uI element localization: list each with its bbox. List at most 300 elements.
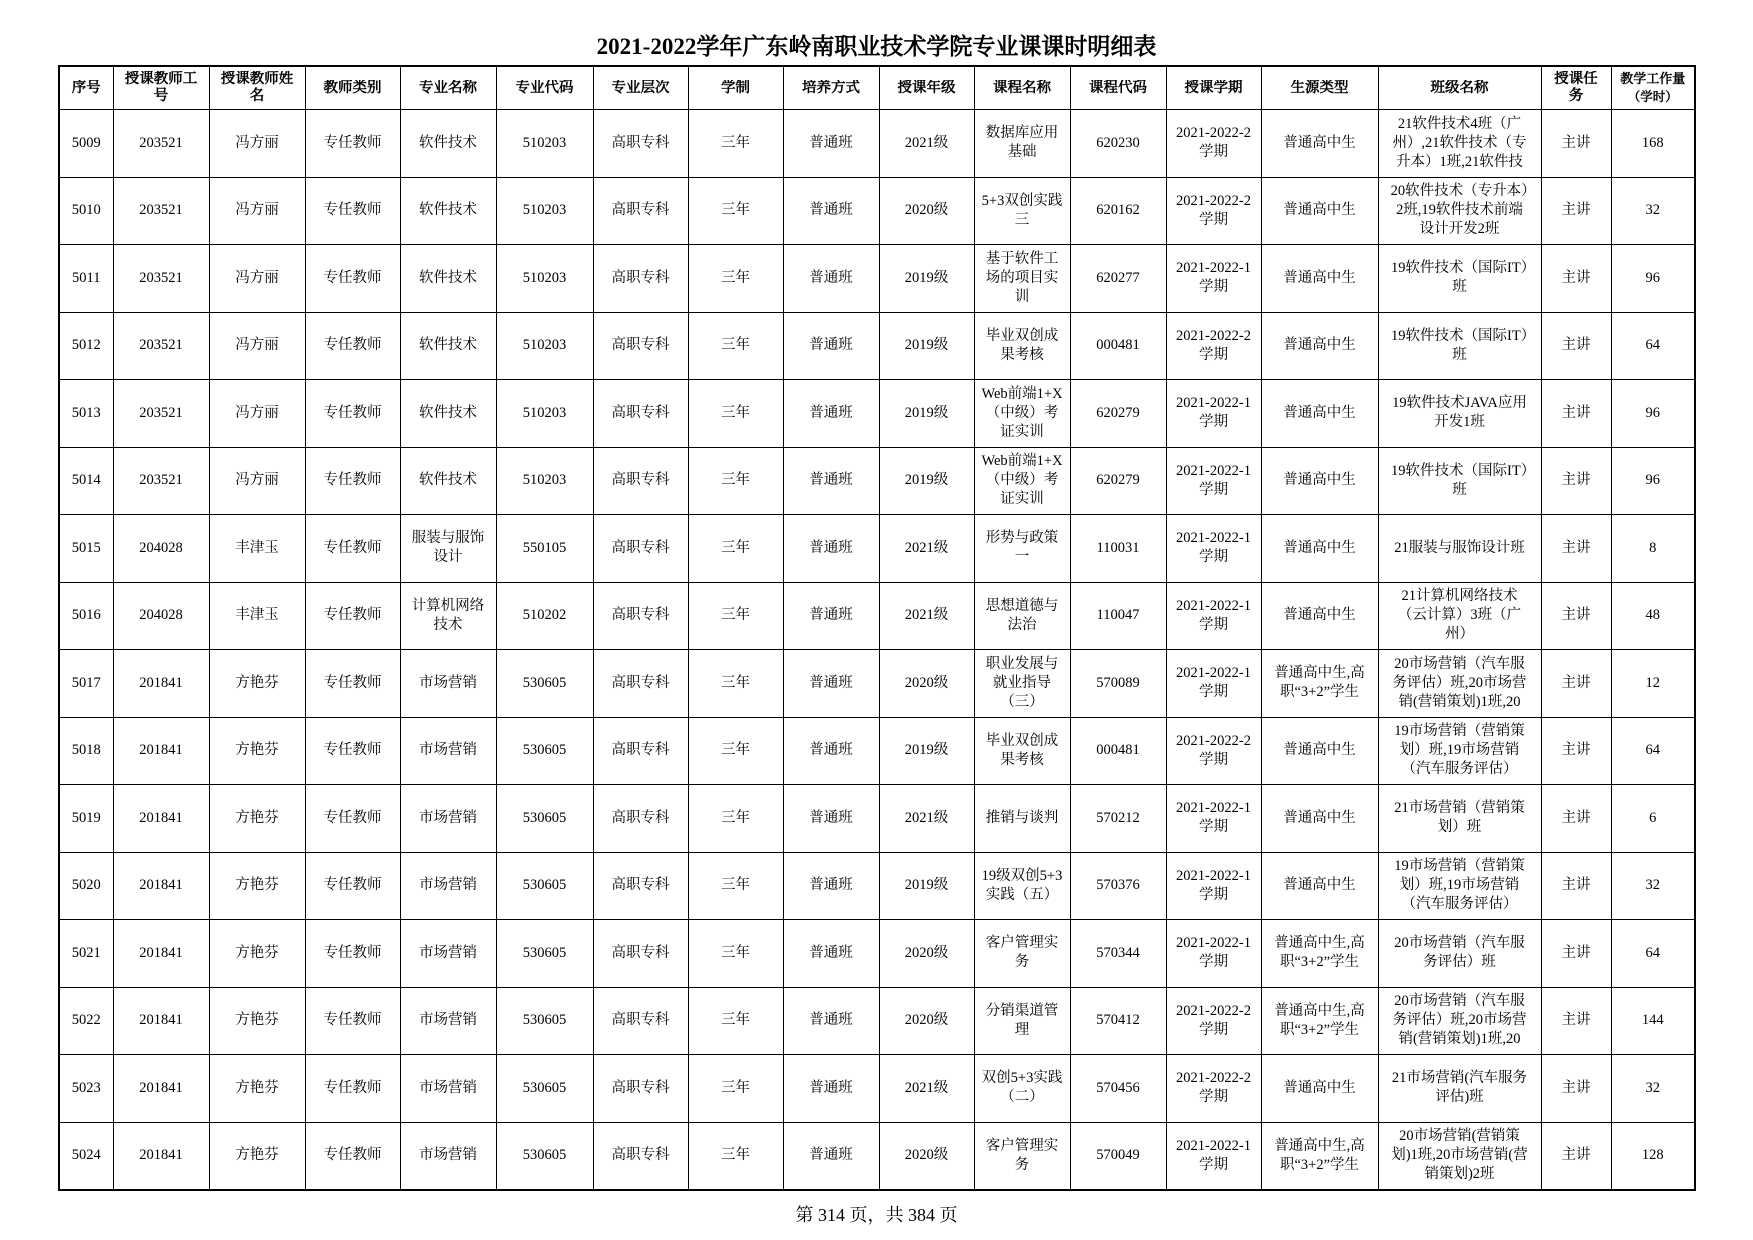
cell-major-code: [496, 312, 593, 380]
cell-major-name: [400, 380, 496, 448]
training-mode-text: 普通班: [809, 607, 853, 624]
cell-major-name: [400, 110, 496, 178]
grade-text: 2019级: [904, 337, 949, 354]
training-mode-text: 普通班: [809, 1012, 853, 1029]
cell-teacher-name: [209, 245, 305, 313]
cell-major-name: [400, 515, 496, 583]
training-mode-text: 普通班: [809, 337, 853, 354]
table-row: [59, 1055, 1695, 1123]
table-row: [59, 177, 1695, 245]
semester-text: 2021-2022-1学期: [1176, 530, 1251, 566]
cell-grade: [879, 582, 974, 650]
cell-teacher-id: [113, 312, 209, 380]
task-text: 主讲: [1561, 134, 1591, 151]
cell-duration: [688, 987, 783, 1055]
major-code-text: 510203: [522, 269, 567, 286]
course-code-text: 620279: [1096, 404, 1140, 421]
cell-major-name: [400, 245, 496, 313]
semester-text: 2021-2022-2学期: [1176, 327, 1251, 363]
grade-text: 2019级: [904, 472, 949, 489]
training-mode-text: 普通班: [809, 539, 853, 556]
task-text: 主讲: [1561, 202, 1591, 219]
cell-teacher-type: [305, 1122, 400, 1190]
cell-course-name: [974, 312, 1070, 380]
major-code-text: 530605: [522, 877, 567, 894]
task-text: 主讲: [1561, 404, 1591, 421]
header-course-name-label: 课程名称: [993, 79, 1051, 96]
semester-text: 2021-2022-2学期: [1176, 125, 1251, 161]
seq-text: 5023: [71, 1079, 101, 1096]
cell-semester: [1166, 785, 1261, 853]
cell-course-name: [974, 447, 1070, 515]
course-code-text: 110031: [1096, 539, 1140, 556]
cell-training-mode: [783, 380, 879, 448]
task-text: 主讲: [1561, 742, 1591, 759]
cell-workload: [1611, 650, 1695, 718]
table-row: [59, 717, 1695, 785]
semester-text: 2021-2022-1学期: [1176, 597, 1251, 633]
major-name-text: 市场营销: [419, 944, 477, 961]
table-header: [59, 66, 1695, 110]
cell-major-level: [593, 177, 688, 245]
cell-course-code: [1070, 177, 1166, 245]
cell-class-name: [1378, 650, 1541, 718]
cell-course-name: [974, 177, 1070, 245]
cell-major-code: [496, 447, 593, 515]
class-name-text: 19市场营销（营销策划）班,19市场营销（汽车服务评估）: [1394, 858, 1525, 913]
teacher-name-text: 冯方丽: [235, 134, 279, 151]
major-code-text: 510203: [522, 134, 567, 151]
task-text: 主讲: [1561, 269, 1591, 286]
cell-major-name: [400, 650, 496, 718]
cell-class-name: [1378, 785, 1541, 853]
course-code-text: 570412: [1096, 1012, 1140, 1029]
workload-text: 12: [1645, 674, 1660, 691]
cell-duration: [688, 447, 783, 515]
teacher-id-text: 201841: [139, 877, 183, 894]
cell-student-source: [1261, 245, 1378, 313]
cell-workload: [1611, 515, 1695, 583]
semester-text: 2021-2022-1学期: [1176, 1137, 1251, 1173]
student-source-text: 普通高中生,高职“3+2”学生: [1274, 1002, 1365, 1038]
page-footer: 第 314 页，共 384 页: [795, 1205, 958, 1225]
cell-major-code: [496, 582, 593, 650]
teacher-type-text: 专任教师: [323, 202, 382, 219]
task-text: 主讲: [1561, 539, 1591, 556]
cell-seq: [59, 1122, 113, 1190]
cell-teacher-type: [305, 920, 400, 988]
header-major-code-label: 专业代码: [515, 79, 574, 96]
cell-course-code: [1070, 447, 1166, 515]
cell-training-mode: [783, 852, 879, 920]
teacher-type-text: 专任教师: [323, 809, 382, 826]
student-source-text: 普通高中生: [1283, 337, 1356, 354]
major-level-text: 高职专科: [611, 809, 670, 826]
cell-course-name: [974, 717, 1070, 785]
teacher-id-text: 203521: [139, 472, 183, 489]
semester-text: 2021-2022-2学期: [1176, 1002, 1251, 1038]
cell-training-mode: [783, 110, 879, 178]
cell-teacher-name: [209, 650, 305, 718]
cell-teacher-type: [305, 245, 400, 313]
major-level-text: 高职专科: [611, 877, 670, 894]
teacher-id-text: 203521: [139, 134, 183, 151]
class-name-text: 19软件技术JAVA应用开发1班: [1392, 395, 1527, 431]
cell-semester: [1166, 447, 1261, 515]
student-source-text: 普通高中生: [1283, 809, 1356, 826]
cell-class-name: [1378, 1055, 1541, 1123]
grade-text: 2021级: [904, 809, 949, 826]
cell-teacher-id: [113, 852, 209, 920]
training-mode-text: 普通班: [809, 134, 853, 151]
cell-major-level: [593, 245, 688, 313]
major-name-text: 市场营销: [419, 742, 477, 759]
teacher-type-text: 专任教师: [323, 1079, 382, 1096]
cell-training-mode: [783, 1055, 879, 1123]
cell-course-name: [974, 110, 1070, 178]
cell-training-mode: [783, 582, 879, 650]
cell-duration: [688, 245, 783, 313]
cell-major-code: [496, 1055, 593, 1123]
cell-duration: [688, 177, 783, 245]
workload-text: 64: [1645, 944, 1660, 961]
training-mode-text: 普通班: [809, 1147, 853, 1164]
cell-class-name: [1378, 1122, 1541, 1190]
cell-teacher-id: [113, 785, 209, 853]
teacher-id-text: 201841: [139, 809, 183, 826]
course-code-text: 620279: [1096, 472, 1140, 489]
seq-text: 5018: [71, 742, 101, 759]
seq-text: 5021: [71, 944, 101, 961]
student-source-text: 普通高中生,高职“3+2”学生: [1274, 935, 1365, 971]
course-name-text: 客户管理实务: [985, 1137, 1059, 1173]
cell-teacher-type: [305, 785, 400, 853]
course-hours-table: [58, 65, 1696, 1191]
cell-grade: [879, 1055, 974, 1123]
class-name-text: 21软件技术4班（广州）,21软件技术（专升本）1班,21软件技: [1392, 115, 1527, 170]
cell-task: [1541, 785, 1611, 853]
cell-student-source: [1261, 447, 1378, 515]
cell-class-name: [1378, 920, 1541, 988]
cell-semester: [1166, 1055, 1261, 1123]
major-level-text: 高职专科: [611, 202, 670, 219]
semester-text: 2021-2022-1学期: [1176, 867, 1251, 903]
cell-task: [1541, 717, 1611, 785]
cell-grade: [879, 650, 974, 718]
cell-course-name: [974, 245, 1070, 313]
cell-class-name: [1378, 582, 1541, 650]
course-name-text: 思想道德与法治: [985, 597, 1059, 633]
cell-semester: [1166, 987, 1261, 1055]
cell-seq: [59, 987, 113, 1055]
class-name-text: 21计算机网络技术（云计算）3班（广州）: [1397, 588, 1522, 643]
teacher-type-text: 专任教师: [323, 877, 382, 894]
cell-teacher-name: [209, 447, 305, 515]
cell-grade: [879, 852, 974, 920]
teacher-name-text: 冯方丽: [235, 202, 279, 219]
major-name-text: 服装与服饰设计: [411, 530, 485, 566]
cell-duration: [688, 582, 783, 650]
cell-seq: [59, 920, 113, 988]
table-row: [59, 515, 1695, 583]
major-code-text: 530605: [522, 809, 567, 826]
cell-semester: [1166, 852, 1261, 920]
cell-task: [1541, 177, 1611, 245]
cell-student-source: [1261, 987, 1378, 1055]
task-text: 主讲: [1561, 1147, 1591, 1164]
cell-course-code: [1070, 380, 1166, 448]
task-text: 主讲: [1561, 1012, 1591, 1029]
table-row: [59, 380, 1695, 448]
header-grade-label: 授课年级: [897, 79, 956, 96]
header-task-label: 授课任务: [1554, 71, 1598, 104]
cell-major-level: [593, 312, 688, 380]
course-name-text: 19级双创5+3实践（五）: [981, 867, 1063, 903]
major-name-text: 软件技术: [419, 404, 477, 421]
task-text: 主讲: [1561, 809, 1591, 826]
cell-major-level: [593, 447, 688, 515]
course-name-text: 5+3双创实践三: [981, 192, 1063, 228]
cell-student-source: [1261, 852, 1378, 920]
cell-course-code: [1070, 110, 1166, 178]
teacher-type-text: 专任教师: [323, 337, 382, 354]
cell-training-mode: [783, 785, 879, 853]
cell-student-source: [1261, 312, 1378, 380]
course-name-text: 毕业双创成果考核: [985, 732, 1059, 768]
cell-major-name: [400, 1055, 496, 1123]
cell-student-source: [1261, 110, 1378, 178]
cell-duration: [688, 717, 783, 785]
cell-semester: [1166, 717, 1261, 785]
cell-teacher-id: [113, 447, 209, 515]
cell-duration: [688, 650, 783, 718]
task-text: 主讲: [1561, 674, 1591, 691]
cell-course-code: [1070, 1055, 1166, 1123]
cell-teacher-name: [209, 987, 305, 1055]
cell-teacher-type: [305, 380, 400, 448]
workload-text: 64: [1645, 742, 1660, 759]
class-name-text: 19软件技术（国际IT）班: [1391, 327, 1528, 363]
major-level-text: 高职专科: [611, 1147, 670, 1164]
cell-seq: [59, 110, 113, 178]
major-code-text: 510203: [522, 404, 567, 421]
cell-workload: [1611, 245, 1695, 313]
cell-workload: [1611, 380, 1695, 448]
cell-duration: [688, 920, 783, 988]
cell-task: [1541, 650, 1611, 718]
teacher-type-text: 专任教师: [323, 674, 382, 691]
header-teacher-type-label: 教师类别: [323, 79, 382, 96]
duration-text: 三年: [721, 269, 750, 286]
cell-major-code: [496, 717, 593, 785]
teacher-type-text: 专任教师: [323, 472, 382, 489]
cell-major-code: [496, 920, 593, 988]
course-code-text: 620230: [1096, 134, 1140, 151]
major-code-text: 510203: [522, 202, 567, 219]
semester-text: 2021-2022-2学期: [1176, 192, 1251, 228]
class-name-text: 19软件技术（国际IT）班: [1391, 260, 1528, 296]
header-duration: [688, 66, 783, 110]
task-text: 主讲: [1561, 337, 1591, 354]
student-source-text: 普通高中生: [1283, 877, 1356, 894]
cell-teacher-id: [113, 1055, 209, 1123]
major-name-text: 市场营销: [419, 1079, 477, 1096]
student-source-text: 普通高中生: [1283, 269, 1356, 286]
course-name-text: 职业发展与就业指导（三）: [985, 655, 1059, 710]
cell-class-name: [1378, 380, 1541, 448]
cell-teacher-id: [113, 110, 209, 178]
table-body: [59, 110, 1695, 1191]
teacher-name-text: 冯方丽: [235, 269, 279, 286]
cell-class-name: [1378, 717, 1541, 785]
course-name-text: 推销与谈判: [985, 809, 1059, 826]
header-teacher-name: [209, 66, 305, 110]
table-row: [59, 987, 1695, 1055]
cell-major-level: [593, 785, 688, 853]
cell-task: [1541, 447, 1611, 515]
duration-text: 三年: [721, 202, 750, 219]
cell-training-mode: [783, 177, 879, 245]
major-code-text: 530605: [522, 742, 567, 759]
header-workload: [1611, 66, 1695, 110]
cell-major-level: [593, 920, 688, 988]
cell-teacher-type: [305, 312, 400, 380]
cell-major-code: [496, 785, 593, 853]
cell-major-name: [400, 1122, 496, 1190]
duration-text: 三年: [721, 607, 750, 624]
header-workload-label: 教学工作量: [1620, 72, 1686, 87]
cell-teacher-type: [305, 1055, 400, 1123]
workload-text: 32: [1645, 202, 1660, 219]
header-major-level-label: 专业层次: [611, 79, 670, 96]
cell-teacher-id: [113, 177, 209, 245]
table-row: [59, 582, 1695, 650]
header-teacher-id: [113, 66, 209, 110]
table-row: [59, 110, 1695, 178]
teacher-type-text: 专任教师: [323, 134, 382, 151]
seq-text: 5011: [72, 269, 101, 286]
cell-major-name: [400, 987, 496, 1055]
major-code-text: 510203: [522, 337, 567, 354]
cell-student-source: [1261, 582, 1378, 650]
table-row: [59, 920, 1695, 988]
duration-text: 三年: [721, 877, 750, 894]
task-text: 主讲: [1561, 1079, 1591, 1096]
cell-major-level: [593, 110, 688, 178]
cell-major-name: [400, 582, 496, 650]
teacher-id-text: 201841: [139, 1012, 183, 1029]
major-code-text: 510202: [522, 607, 567, 624]
cell-teacher-name: [209, 177, 305, 245]
cell-student-source: [1261, 717, 1378, 785]
cell-teacher-type: [305, 515, 400, 583]
cell-duration: [688, 380, 783, 448]
training-mode-text: 普通班: [809, 202, 853, 219]
table-row: [59, 650, 1695, 718]
cell-course-code: [1070, 650, 1166, 718]
major-name-text: 市场营销: [419, 809, 477, 826]
cell-workload: [1611, 582, 1695, 650]
major-code-text: 530605: [522, 1012, 567, 1029]
header-task: [1541, 66, 1611, 110]
cell-training-mode: [783, 920, 879, 988]
header-workload-unit: （学时）: [1627, 89, 1678, 104]
cell-course-code: [1070, 312, 1166, 380]
cell-seq: [59, 785, 113, 853]
course-name-text: 数据库应用基础: [985, 125, 1059, 161]
major-name-text: 市场营销: [419, 674, 477, 691]
cell-workload: [1611, 717, 1695, 785]
cell-teacher-name: [209, 380, 305, 448]
teacher-type-text: 专任教师: [323, 1012, 382, 1029]
course-code-text: 570089: [1096, 674, 1140, 691]
cell-grade: [879, 245, 974, 313]
course-code-text: 620162: [1096, 202, 1140, 219]
cell-course-name: [974, 1055, 1070, 1123]
cell-teacher-name: [209, 852, 305, 920]
cell-teacher-type: [305, 852, 400, 920]
cell-major-level: [593, 380, 688, 448]
cell-teacher-name: [209, 110, 305, 178]
teacher-type-text: 专任教师: [323, 607, 382, 624]
class-name-text: 21服装与服饰设计班: [1394, 539, 1525, 556]
student-source-text: 普通高中生,高职“3+2”学生: [1274, 1137, 1365, 1173]
teacher-id-text: 203521: [139, 337, 183, 354]
teacher-id-text: 204028: [139, 607, 183, 624]
semester-text: 2021-2022-1学期: [1176, 665, 1251, 701]
cell-teacher-name: [209, 312, 305, 380]
cell-task: [1541, 245, 1611, 313]
cell-course-code: [1070, 987, 1166, 1055]
workload-text: 64: [1645, 337, 1660, 354]
cell-student-source: [1261, 785, 1378, 853]
teacher-name-text: 方艳芬: [235, 877, 279, 894]
course-name-text: Web前端1+X（中级）考证实训: [981, 385, 1063, 440]
major-name-text: 软件技术: [419, 269, 477, 286]
cell-task: [1541, 380, 1611, 448]
seq-text: 5017: [71, 674, 101, 691]
student-source-text: 普通高中生: [1283, 472, 1356, 489]
header-training-mode-label: 培养方式: [802, 79, 860, 96]
student-source-text: 普通高中生: [1283, 134, 1356, 151]
cell-grade: [879, 785, 974, 853]
cell-teacher-name: [209, 920, 305, 988]
semester-text: 2021-2022-1学期: [1176, 800, 1251, 836]
seq-text: 5019: [71, 809, 101, 826]
course-code-text: 570212: [1096, 809, 1140, 826]
teacher-name-text: 冯方丽: [235, 472, 279, 489]
teacher-id-text: 203521: [139, 202, 183, 219]
grade-text: 2019级: [904, 742, 949, 759]
workload-text: 32: [1645, 1079, 1660, 1096]
training-mode-text: 普通班: [809, 742, 853, 759]
cell-major-code: [496, 1122, 593, 1190]
duration-text: 三年: [721, 1012, 750, 1029]
teacher-id-text: 203521: [139, 404, 183, 421]
cell-class-name: [1378, 852, 1541, 920]
task-text: 主讲: [1561, 472, 1591, 489]
cell-semester: [1166, 177, 1261, 245]
cell-grade: [879, 1122, 974, 1190]
cell-course-code: [1070, 245, 1166, 313]
table-row: [59, 785, 1695, 853]
training-mode-text: 普通班: [809, 674, 853, 691]
duration-text: 三年: [721, 539, 750, 556]
grade-text: 2020级: [904, 202, 949, 219]
major-name-text: 软件技术: [419, 337, 477, 354]
table-row: [59, 447, 1695, 515]
cell-duration: [688, 785, 783, 853]
